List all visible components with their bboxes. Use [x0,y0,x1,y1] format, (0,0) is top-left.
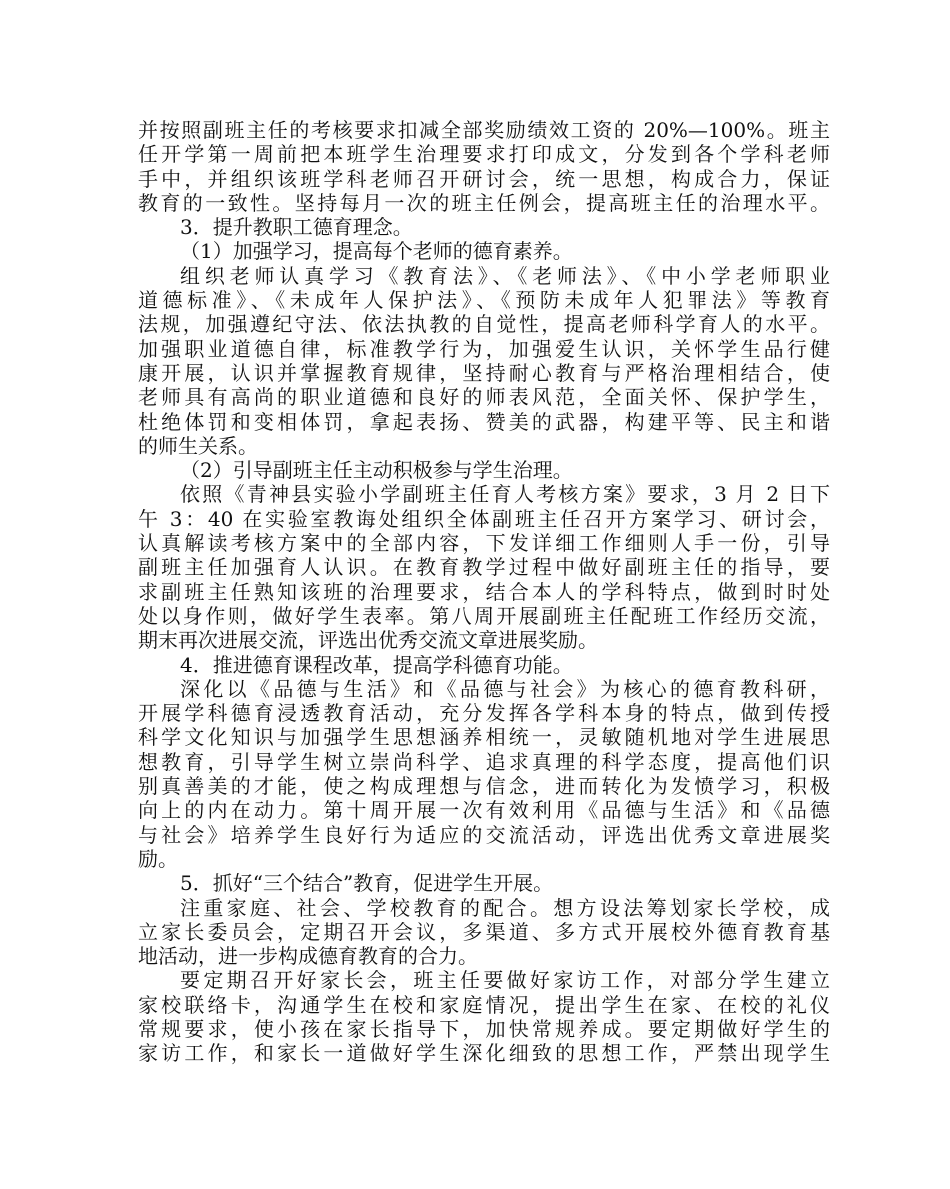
text-line: 求副班主任熟知该班的治理要求，结合本人的学科特点，做到时时处 [138,579,830,604]
text-line: 道德标准》、《未成年人保护法》、《预防未成年人犯罪法》等教育 [138,288,830,313]
text-line: 任开学第一周前把本班学生治理要求打印成文，分发到各个学科老师 [138,142,830,167]
text-line: 杜绝体罚和变相体罚，拿起表扬、赞美的武器，构建平等、民主和谐 [138,409,830,434]
text-line: 要定期召开好家长会，班主任要做好家访工作，对部分学生建立 [180,968,830,993]
text-line: （1）加强学习，提高每个老师的德育素养。 [180,239,573,264]
text-line: 家访工作，和家长一道做好学生深化细致的思想工作，严禁出现学生 [138,1041,830,1066]
text-line: 期末再次进展交流，评选出优秀交流文章进展奖励。 [138,628,598,653]
text-line: 法规，加强遵纪守法、依法执教的自觉性，提高老师科学育人的水平。 [138,312,830,337]
document-body [138,118,830,1066]
text-line: 3．提升教职工德育理念。 [180,215,413,240]
text-line: 立家长委员会，定期召开会议，多渠道、多方式开展校外德育教育基 [138,919,830,944]
text-line: 常规要求，使小孩在家长指导下，加快常规养成。要定期做好学生的 [138,1016,830,1041]
text-line: 依照《青神县实验小学副班主任育人考核方案》要求，3 月 2 日下 [180,482,830,507]
text-line: 别真善美的才能，使之构成理想与信念，进而转化为发愤学习，积极 [138,774,830,799]
text-line: 4．推进德育课程改革，提高学科德育功能。 [180,652,573,677]
text-line: 并按照副班主任的考核要求扣减全部奖励绩效工资的 20%—100%。班主 [138,118,830,142]
text-line: 5．抓好“三个结合”教育，促进学生开展。 [180,871,554,896]
text-line: 认真解读考核方案中的全部内容，下发详细工作细则人手一份，引导 [138,531,830,556]
text-line: 午 3：40 在实验室教诲处组织全体副班主任召开方案学习、研讨会， [138,506,830,531]
text-line: 想教育，引导学生树立崇尚科学、追求真理的科学态度，提高他们识 [138,749,830,774]
text-line: 深化以《品德与生活》和《品德与社会》为核心的德育教科研， [180,676,830,701]
text-line: 的师生关系。 [138,433,258,458]
text-line: 处以身作则，做好学生表率。第八周开展副班主任配班工作经历交流， [138,603,830,628]
text-line: 加强职业道德自律，标准教学行为，加强爱生认识，关怀学生品行健 [138,336,830,361]
text-line: 手中，并组织该班学科老师召开研讨会，统一思想，构成合力，保证 [138,166,830,191]
text-line: 家校联络卡，沟通学生在校和家庭情况，提出学生在家、在校的礼仪 [138,992,830,1017]
text-line: 教育的一致性。坚持每月一次的班主任例会，提高班主任的治理水平。 [138,190,830,215]
text-line: 与社会》培养学生良好行为适应的交流活动，评选出优秀文章进展奖 [138,822,830,847]
text-line: 注重家庭、社会、学校教育的配合。想方设法筹划家长学校，成 [180,895,830,920]
text-line: 科学文化知识与加强学生思想涵养相统一，灵敏随机地对学生进展思 [138,725,830,750]
text-line: 康开展，认识并掌握教育规律，坚持耐心教育与严格治理相结合，使 [138,360,830,385]
text-line: 向上的内在动力。第十周开展一次有效利用《品德与生活》和《品德 [138,798,830,823]
text-line: 副班主任加强育人认识。在教育教学过程中做好副班主任的指导，要 [138,555,830,580]
text-line: 组织老师认真学习《教育法》、《老师法》、《中小学老师职业 [180,263,830,288]
text-line: 励。 [138,846,178,871]
text-line: （2）引导副班主任主动积极参与学生治理。 [180,458,573,483]
text-line: 开展学科德育浸透教育活动，充分发挥各学科本身的特点，做到传授 [138,701,830,726]
text-line: 地活动，进一步构成德育教育的合力。 [138,944,478,969]
text-line: 老师具有高尚的职业道德和良好的师表风范，全面关怀、保护学生， [138,385,830,410]
